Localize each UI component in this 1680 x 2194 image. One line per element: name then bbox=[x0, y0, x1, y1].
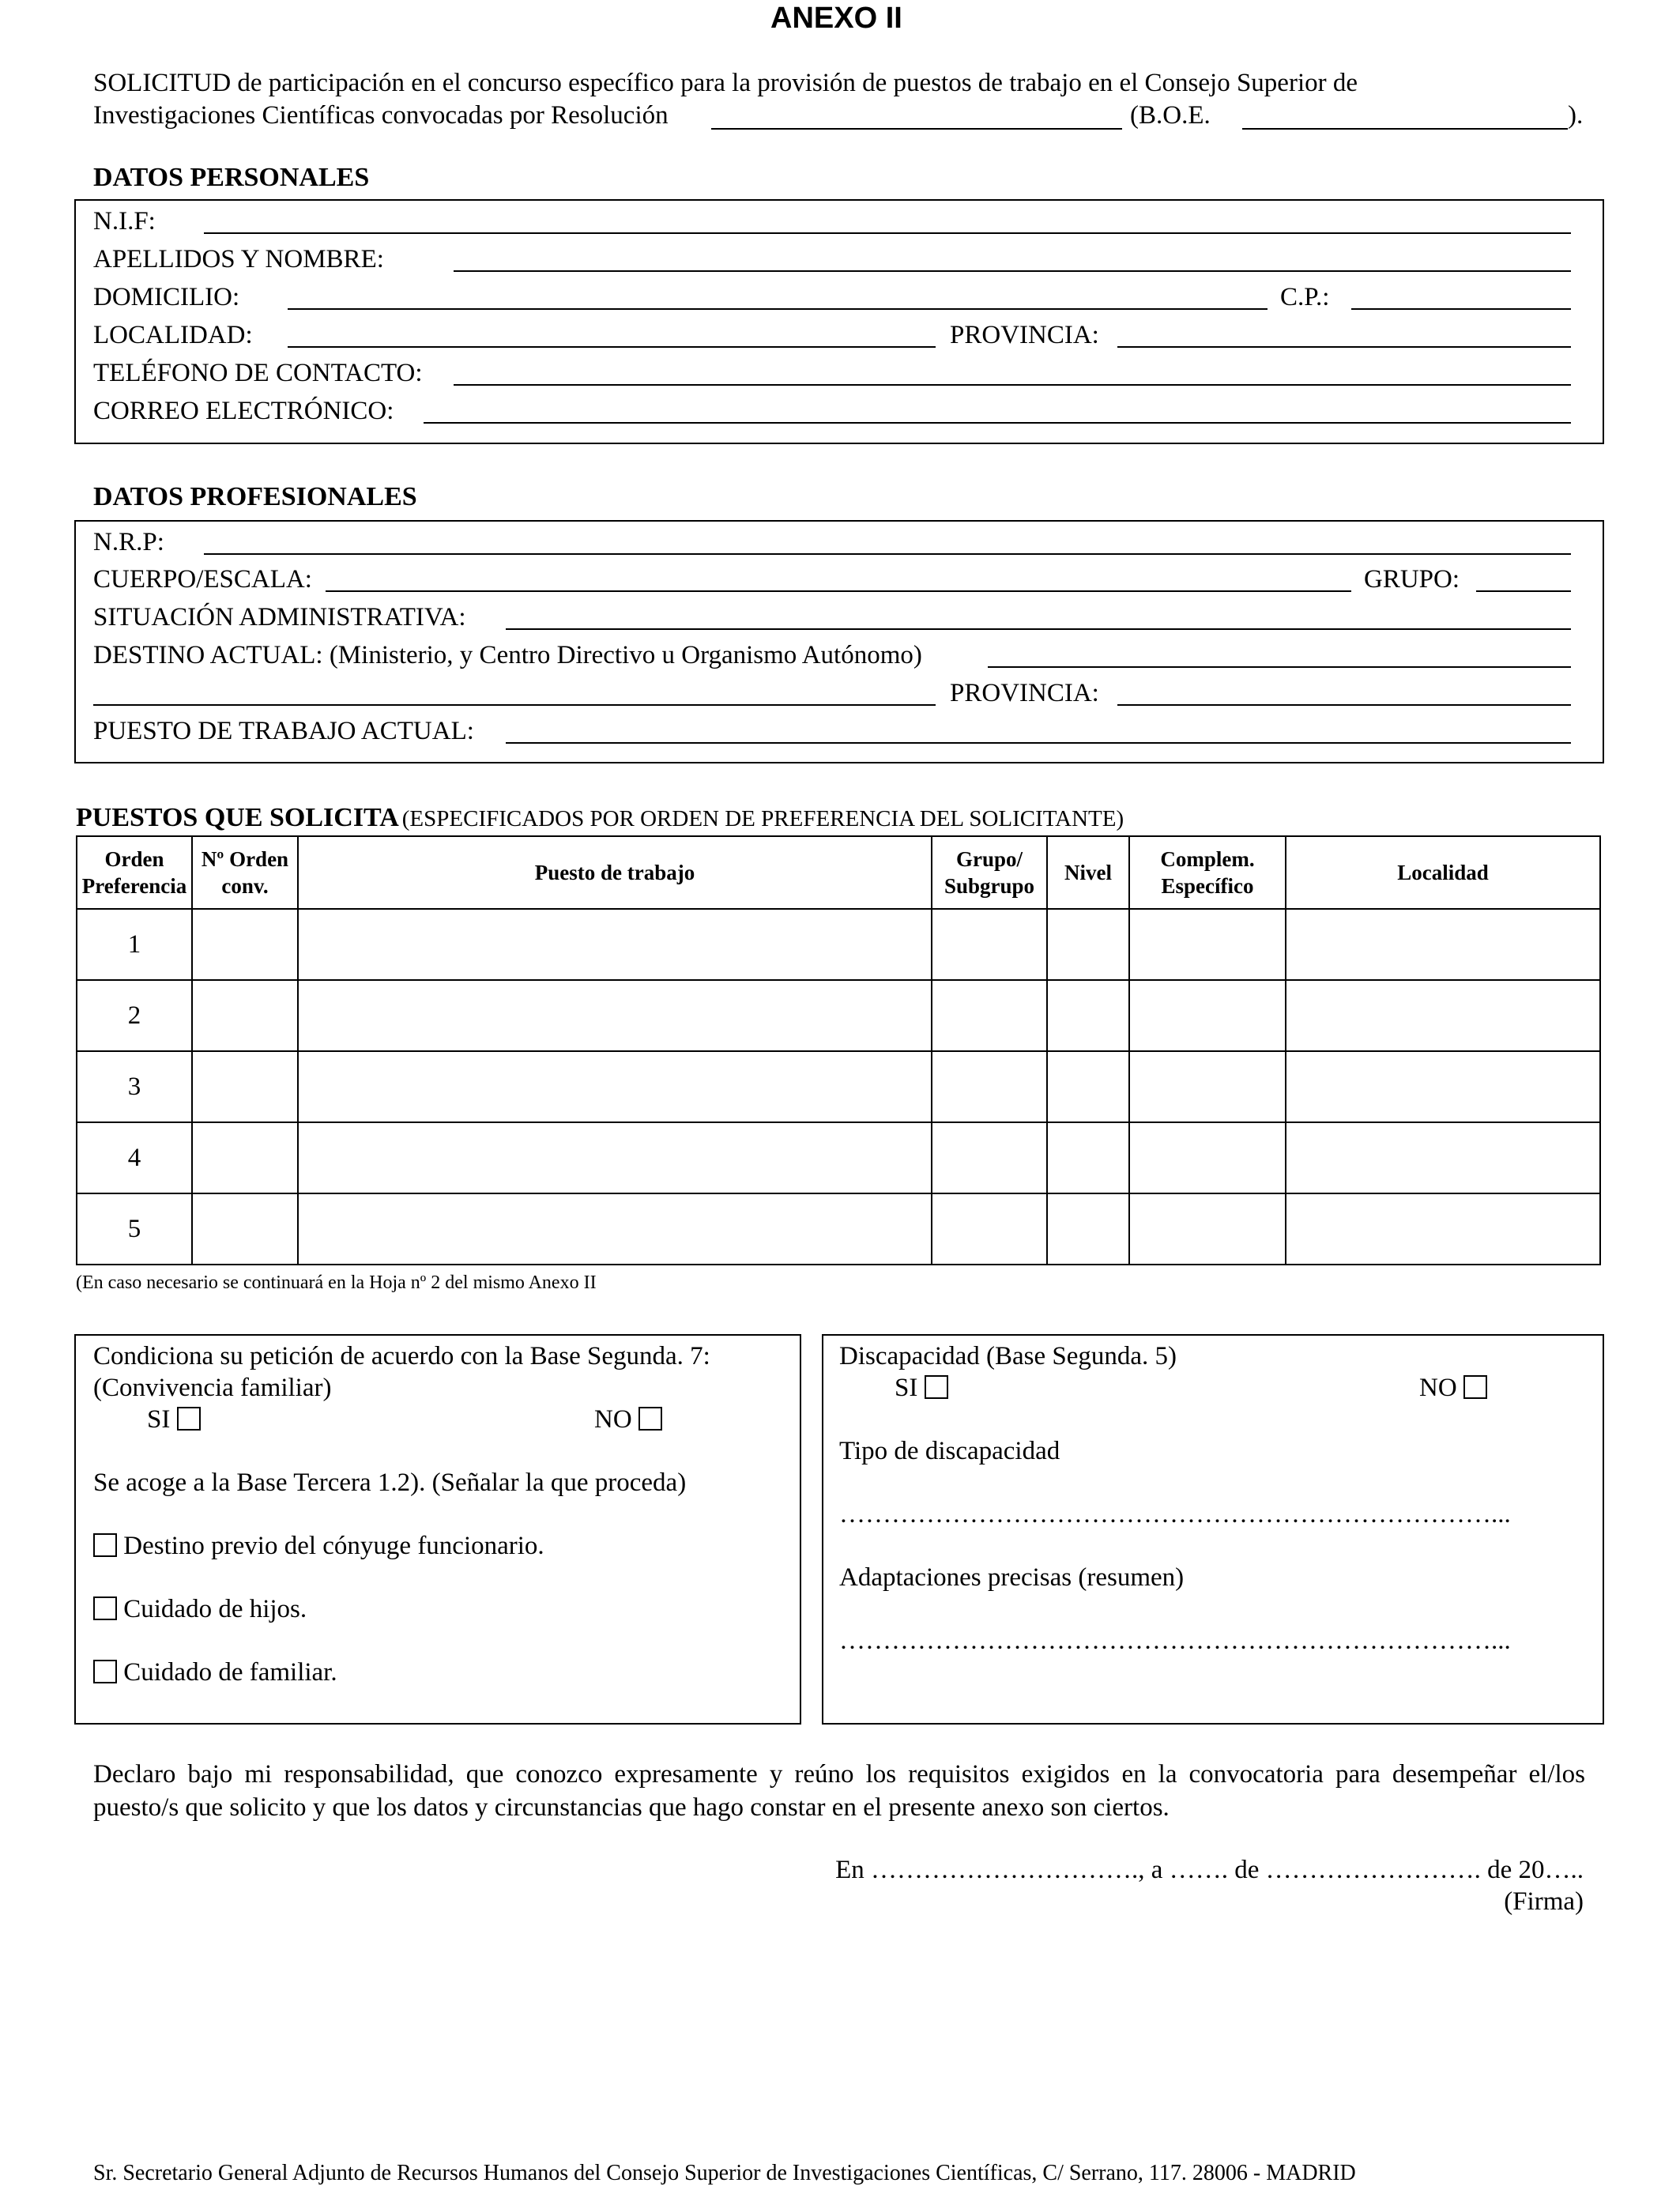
fecha-line[interactable]: En …………………………., a ……. de ……………………. de 20….. bbox=[835, 1856, 1584, 1884]
col-complem-especifico: Complem. Específico bbox=[1129, 836, 1286, 909]
cell-localidad[interactable] bbox=[1286, 1051, 1600, 1122]
destino-provincia-field[interactable] bbox=[1117, 704, 1571, 706]
cell-complem[interactable] bbox=[1129, 1051, 1286, 1122]
page-title: ANEXO II bbox=[770, 2, 902, 35]
destino-conyuge-checkbox[interactable] bbox=[93, 1533, 117, 1557]
cuidado-familiar-label: Cuidado de familiar. bbox=[123, 1658, 337, 1687]
tipo-discapacidad-label: Tipo de discapacidad bbox=[839, 1437, 1060, 1465]
destino-field[interactable] bbox=[988, 666, 1571, 668]
localidad-label: LOCALIDAD: bbox=[93, 321, 253, 349]
condiciona-no bbox=[594, 1404, 662, 1435]
firma-label: (Firma) bbox=[1504, 1887, 1584, 1916]
cell-n-orden[interactable] bbox=[192, 980, 298, 1051]
cell-localidad[interactable] bbox=[1286, 909, 1600, 980]
cell-puesto[interactable] bbox=[298, 1122, 932, 1193]
puesto-actual-field[interactable] bbox=[506, 742, 1571, 744]
situacion-label: SITUACIÓN ADMINISTRATIVA: bbox=[93, 603, 466, 631]
discapacidad-no bbox=[1419, 1372, 1487, 1404]
cuidado-familiar-checkbox[interactable] bbox=[93, 1660, 117, 1683]
localidad-field[interactable] bbox=[288, 346, 936, 348]
row-number: 5 bbox=[77, 1193, 192, 1265]
nif-field[interactable] bbox=[204, 232, 1571, 234]
grupo-label: GRUPO: bbox=[1364, 565, 1460, 594]
acoge-text: Se acoge a la Base Tercera 1.2). (Señalar la que proceda) bbox=[93, 1468, 687, 1497]
adaptaciones-field[interactable]: …………………………………………………………………... bbox=[839, 1627, 1511, 1655]
discapacidad-no-label: NO bbox=[1419, 1374, 1457, 1402]
cell-puesto[interactable] bbox=[298, 1193, 932, 1265]
destino-provincia-label: PROVINCIA: bbox=[950, 679, 1099, 707]
condiciona-no-checkbox[interactable] bbox=[638, 1407, 662, 1431]
cell-nivel[interactable] bbox=[1047, 1122, 1129, 1193]
table-row bbox=[77, 909, 1600, 980]
col-localidad: Localidad bbox=[1286, 836, 1600, 909]
cell-nivel[interactable] bbox=[1047, 909, 1129, 980]
opt-cuidado-hijos bbox=[93, 1593, 307, 1625]
discapacidad-no-checkbox[interactable] bbox=[1463, 1375, 1487, 1399]
condiciona-line2: (Convivencia familiar) bbox=[93, 1374, 332, 1402]
correo-label: CORREO ELECTRÓNICO: bbox=[93, 397, 394, 425]
cell-grupo[interactable] bbox=[932, 909, 1047, 980]
cell-nivel[interactable] bbox=[1047, 1051, 1129, 1122]
boe-field[interactable] bbox=[1242, 128, 1568, 130]
condiciona-line1: Condiciona su petición de acuerdo con la Base Segunda. 7: bbox=[93, 1342, 710, 1370]
intro-close: ). bbox=[1568, 101, 1584, 130]
cell-puesto[interactable] bbox=[298, 909, 932, 980]
opt-destino-conyuge bbox=[93, 1530, 544, 1562]
col-grupo-subgrupo: Grupo/ Subgrupo bbox=[932, 836, 1047, 909]
destino-conyuge-label: Destino previo del cónyuge funcionario. bbox=[123, 1532, 544, 1560]
row-number: 3 bbox=[77, 1051, 192, 1122]
continuation-note: (En caso necesario se continuará en la Hoja nº 2 del mismo Anexo II bbox=[76, 1272, 597, 1293]
table-row bbox=[77, 980, 1600, 1051]
boe-label: (B.O.E. bbox=[1130, 101, 1211, 130]
discapacidad-si-label: SI bbox=[895, 1374, 918, 1402]
footer-address: Sr. Secretario General Adjunto de Recursos Humanos del Consejo Superior de Investigaciones Científicas, C/ Serrano, 117. 28006 - MADRID bbox=[93, 2161, 1356, 2185]
apellidos-field[interactable] bbox=[454, 270, 1571, 272]
cuidado-hijos-checkbox[interactable] bbox=[93, 1596, 117, 1620]
discapacidad-si-checkbox[interactable] bbox=[925, 1375, 948, 1399]
condiciona-no-label: NO bbox=[594, 1405, 632, 1434]
cell-grupo[interactable] bbox=[932, 1051, 1047, 1122]
cell-localidad[interactable] bbox=[1286, 980, 1600, 1051]
puesto-actual-label: PUESTO DE TRABAJO ACTUAL: bbox=[93, 717, 474, 745]
nif-label: N.I.F: bbox=[93, 207, 156, 236]
col-n-orden-conv: Nº Orden conv. bbox=[192, 836, 298, 909]
row-number: 1 bbox=[77, 909, 192, 980]
apellidos-label: APELLIDOS Y NOMBRE: bbox=[93, 245, 384, 273]
declaracion: Declaro bajo mi responsabilidad, que conozco expresamente y reúno los requisitos exigidos en la convocatoria para desempeñar el/los puesto/s que solicito y que los datos y circunstancias que hago constar en el presente anexo son ciertos. bbox=[93, 1760, 1585, 1822]
cell-nivel[interactable] bbox=[1047, 1193, 1129, 1265]
correo-field[interactable] bbox=[424, 422, 1571, 424]
cell-nivel[interactable] bbox=[1047, 980, 1129, 1051]
table-header-row bbox=[77, 836, 1600, 909]
cell-localidad[interactable] bbox=[1286, 1122, 1600, 1193]
table-row bbox=[77, 1051, 1600, 1122]
cell-n-orden[interactable] bbox=[192, 1122, 298, 1193]
condiciona-si-checkbox[interactable] bbox=[177, 1407, 201, 1431]
cell-complem[interactable] bbox=[1129, 909, 1286, 980]
cp-field[interactable] bbox=[1351, 308, 1571, 310]
condiciona-si bbox=[147, 1404, 201, 1435]
intro-line2: Investigaciones Científicas convocadas por Resolución bbox=[93, 101, 669, 130]
cuerpo-field[interactable] bbox=[326, 590, 1351, 592]
cuerpo-label: CUERPO/ESCALA: bbox=[93, 565, 312, 594]
puestos-heading: PUESTOS QUE SOLICITA bbox=[76, 803, 399, 832]
cell-puesto[interactable] bbox=[298, 1051, 932, 1122]
discapacidad-line1: Discapacidad (Base Segunda. 5) bbox=[839, 1342, 1177, 1370]
puestos-table bbox=[76, 835, 1601, 1265]
row-number: 4 bbox=[77, 1122, 192, 1193]
col-orden-preferencia: Orden Preferencia bbox=[77, 836, 192, 909]
resolucion-field[interactable] bbox=[711, 128, 1122, 130]
cell-grupo[interactable] bbox=[932, 1122, 1047, 1193]
row-number: 2 bbox=[77, 980, 192, 1051]
domicilio-field[interactable] bbox=[288, 308, 1268, 310]
table-row bbox=[77, 1122, 1600, 1193]
intro-line1: SOLICITUD de participación en el concurso específico para la provisión de puestos de trabajo en el Consejo Superior de bbox=[93, 69, 1358, 97]
cell-complem[interactable] bbox=[1129, 980, 1286, 1051]
puestos-subheading: (ESPECIFICADOS POR ORDEN DE PREFERENCIA DEL SOLICITANTE) bbox=[401, 806, 1124, 831]
cell-grupo[interactable] bbox=[932, 1193, 1047, 1265]
datos-personales-heading: DATOS PERSONALES bbox=[93, 163, 370, 192]
telefono-field[interactable] bbox=[454, 384, 1571, 386]
tipo-discapacidad-field[interactable]: …………………………………………………………………... bbox=[839, 1500, 1511, 1529]
cell-n-orden[interactable] bbox=[192, 1193, 298, 1265]
domicilio-label: DOMICILIO: bbox=[93, 283, 240, 311]
cell-puesto[interactable] bbox=[298, 980, 932, 1051]
cell-n-orden[interactable] bbox=[192, 909, 298, 980]
destino-field-2[interactable] bbox=[93, 704, 936, 706]
cell-complem[interactable] bbox=[1129, 1193, 1286, 1265]
opt-cuidado-familiar bbox=[93, 1657, 337, 1688]
datos-profesionales-heading: DATOS PROFESIONALES bbox=[93, 482, 417, 511]
provincia-field[interactable] bbox=[1117, 346, 1571, 348]
condiciona-si-label: SI bbox=[147, 1405, 171, 1434]
cell-complem[interactable] bbox=[1129, 1122, 1286, 1193]
cuidado-hijos-label: Cuidado de hijos. bbox=[123, 1595, 307, 1623]
cell-n-orden[interactable] bbox=[192, 1051, 298, 1122]
cp-label: C.P.: bbox=[1280, 283, 1330, 311]
discapacidad-si bbox=[895, 1372, 948, 1404]
nrp-label: N.R.P: bbox=[93, 528, 164, 556]
grupo-field[interactable] bbox=[1476, 590, 1571, 592]
puestos-heading-line bbox=[76, 803, 1124, 833]
adaptaciones-label: Adaptaciones precisas (resumen) bbox=[839, 1563, 1185, 1592]
nrp-field[interactable] bbox=[204, 553, 1571, 555]
telefono-label: TELÉFONO DE CONTACTO: bbox=[93, 359, 423, 387]
destino-label: DESTINO ACTUAL: (Ministerio, y Centro Directivo u Organismo Autónomo) bbox=[93, 641, 922, 669]
cell-grupo[interactable] bbox=[932, 980, 1047, 1051]
col-puesto-trabajo: Puesto de trabajo bbox=[298, 836, 932, 909]
situacion-field[interactable] bbox=[506, 628, 1571, 630]
cell-localidad[interactable] bbox=[1286, 1193, 1600, 1265]
table-row bbox=[77, 1193, 1600, 1265]
col-nivel: Nivel bbox=[1047, 836, 1129, 909]
provincia-label: PROVINCIA: bbox=[950, 321, 1099, 349]
